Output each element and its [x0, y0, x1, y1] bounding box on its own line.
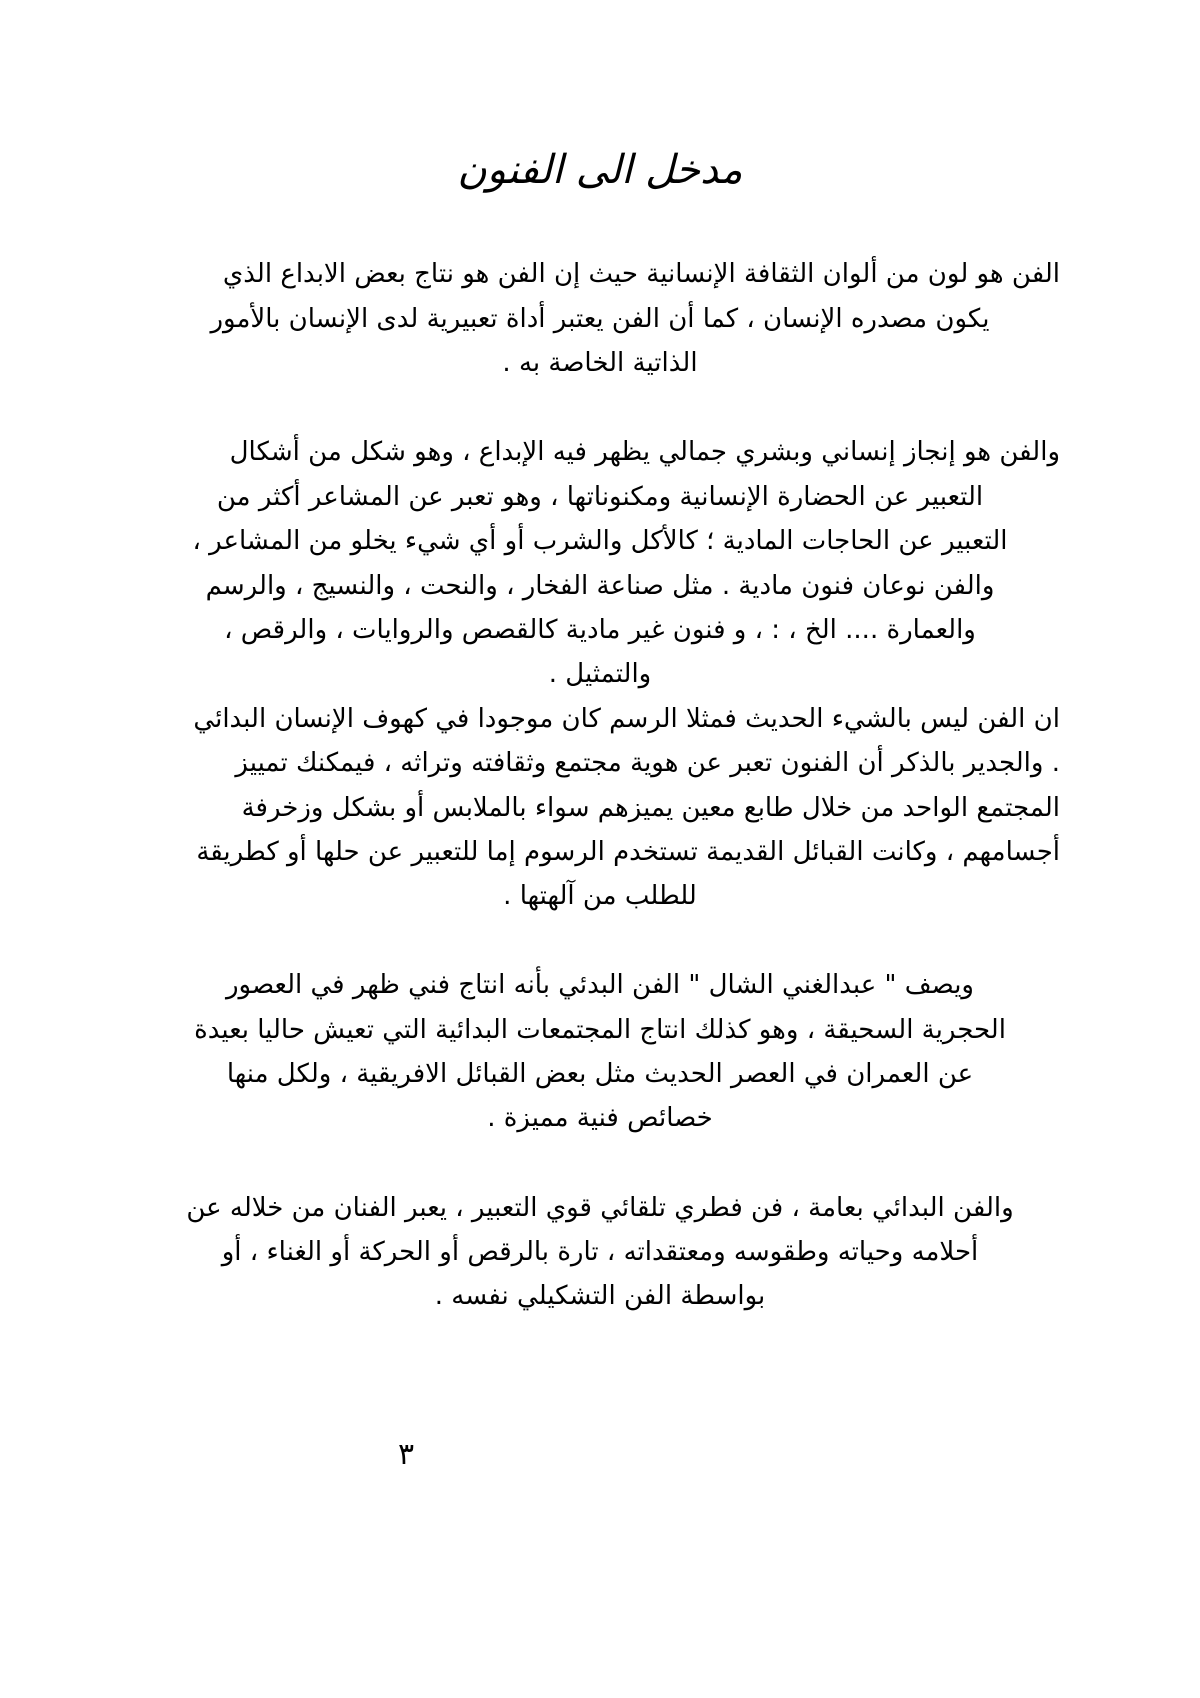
paragraph-2-line-3: التعبير عن الحاجات المادية ؛ كالأكل والشرب أو أي شيء يخلو من المشاعر ، [192, 526, 1008, 556]
paragraph-2-line-4: والفن نوعان فنون مادية . مثل صناعة الفخار ، والنحت ، والنسيج ، والرسم [205, 571, 995, 601]
paragraph-3-line-3: المجتمع الواحد من خلال طابع معين يميزهم سواء بالملابس أو بشكل وزخرفة [241, 793, 1060, 823]
paragraph-5-line-2: أحلامه وحياته وطقوسه ومعتقداته ، تارة بالرقص أو الحركة أو الغناء ، أو [221, 1237, 979, 1267]
page-title: مدخل الى الفنون [457, 147, 743, 193]
paragraph-2-line-1: والفن هو إنجاز إنساني وبشري جمالي يظهر فيه الإبداع ، وهو شكل من أشكال [229, 437, 1060, 467]
paragraph-2-line-6: والتمثيل . [548, 659, 652, 689]
paragraph-3-line-4: أجسامهم ، وكانت القبائل القديمة تستخدم الرسوم إما للتعبير عن حلها أو كطريقة [196, 837, 1060, 867]
paragraph-3-line-2: . والجدير بالذكر أن الفنون تعبر عن هوية مجتمع وثقافته وتراثه ، فيمكنك تمييز [235, 748, 1060, 778]
paragraph-4-line-3: عن العمران في العصر الحديث مثل بعض القبائل الافريقية ، ولكل منها [226, 1059, 974, 1089]
paragraph-4-line-4: خصائص فنية مميزة . [487, 1103, 713, 1133]
paragraph-1-line-2: يكون مصدره الإنسان ، كما أن الفن يعتبر أداة تعبيرية لدى الإنسان بالأمور [210, 304, 990, 334]
page-number: ٣ [398, 1437, 415, 1472]
paragraph-4-line-2: الحجرية السحيقة ، وهو كذلك انتاج المجتمعات البدائية التي تعيش حاليا بعيدة [194, 1015, 1006, 1045]
paragraph-4-line-1: ويصف " عبدالغني الشال " الفن البدئي بأنه انتاج فني ظهر في العصور [226, 970, 974, 1000]
paragraph-2-line-2: التعبير عن الحضارة الإنسانية ومكنوناتها ، وهو تعبر عن المشاعر أكثر من [216, 482, 984, 512]
paragraph-3-line-1: ان الفن ليس بالشيء الحديث فمثلا الرسم كان موجودا في كهوف الإنسان البدائي [193, 704, 1060, 734]
paragraph-3-line-5: للطلب من آلهتها . [503, 881, 697, 911]
paragraph-1-line-3: الذاتية الخاصة به . [502, 348, 698, 378]
paragraph-5-line-1: والفن البدائي بعامة ، فن فطري تلقائي قوي التعبير ، يعبر الفنان من خلاله عن [186, 1193, 1014, 1223]
paragraph-2-line-5: والعمارة .... الخ ، : ، و فنون غير مادية كالقصص والروايات ، والرقص ، [224, 615, 976, 645]
paragraph-1-line-1: الفن هو لون من ألوان الثقافة الإنسانية حيث إن الفن هو نتاج بعض الابداع الذي [222, 259, 1060, 289]
paragraph-5-line-3: بواسطة الفن التشكيلي نفسه . [434, 1281, 766, 1311]
